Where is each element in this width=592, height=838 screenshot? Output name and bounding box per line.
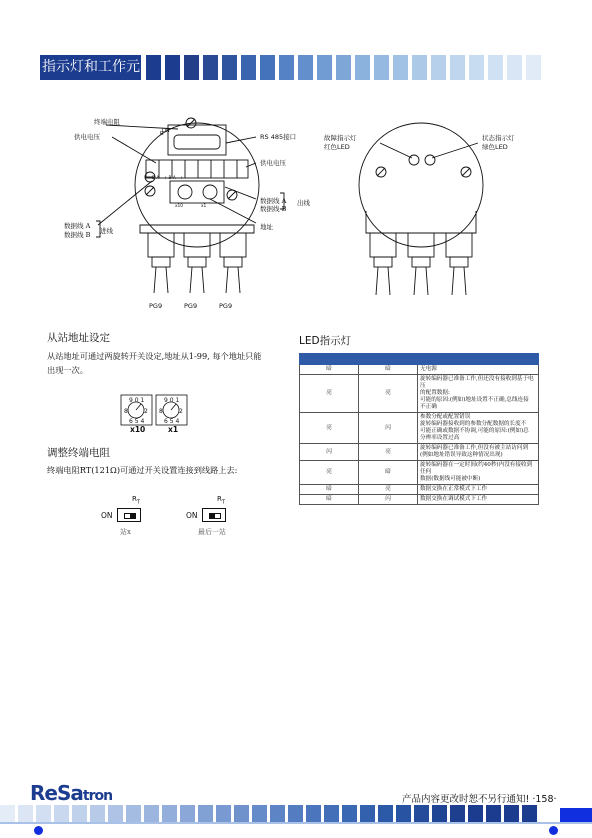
incoming-label: 进线 — [100, 227, 113, 235]
supply-voltage-right-label: 供电电压 — [260, 159, 286, 167]
slave-address-text-2: 出现一次。 — [47, 365, 88, 375]
slave-address-text-1: 从站地址可通过两旋转开关设定,地址从1-99, 每个地址只能 — [47, 351, 262, 361]
pg9-label-1: PG9 — [149, 302, 163, 310]
rt-label-left: $R_T$ — [132, 495, 140, 506]
fault-led-color: 红色LED — [324, 143, 350, 151]
led-status-table — [299, 353, 539, 505]
terminal-labels: B A - + B A - + — [152, 176, 184, 181]
rt-label-right: $R_T$ — [217, 495, 225, 506]
dip-switch-right — [202, 508, 226, 522]
termination-title: 调整终端电阻 — [47, 447, 110, 459]
svg-text:6 5 4: 6 5 4 — [129, 418, 145, 425]
footer-notice: 产品内容更改时恕不另行通知! ·158· — [402, 794, 557, 805]
table-header-row — [300, 354, 539, 365]
led-title: LED指示灯 — [299, 335, 352, 347]
pg9-label-2: PG9 — [184, 302, 198, 310]
data-line-a-out-label: 数据线 A — [260, 197, 287, 205]
status-led-label: 状态指示灯 — [482, 134, 515, 142]
termination-text: 终端电阻RT(121Ω)可通过开关设置连接到线路上去: — [47, 465, 238, 475]
dip-switch-left — [117, 508, 141, 522]
table-row: 亮 亮 旋转编码器已准备工作,但还没有接收到基于电压 的配置数据: 可能的原因:(例如)地址设置不正确,总线连接 不正确 — [300, 375, 539, 413]
svg-text:2: 2 — [144, 408, 148, 415]
table-row: 闪 亮 旋转编码器已准备工作,但没有被主站访问到 (例如地址错误导致这种情况出现) — [300, 444, 539, 461]
encoder-wiring-diagram — [60, 115, 310, 315]
table-row: 暗 闪 数据交换在调试模式下工作 — [300, 495, 539, 505]
outgoing-label: 出线 — [297, 199, 310, 207]
supply-voltage-left-label: 供电电压 — [74, 133, 100, 141]
rotary-switches-illustration — [120, 394, 190, 426]
encoder-led-diagram — [350, 115, 500, 310]
fault-led-label: 故障指示灯 — [324, 134, 357, 142]
rotary-x10-label: x10 — [130, 425, 146, 434]
table-row: 亮 闪 参数分配或配置错误 旋转编码器接收到的参数分配数据的长度不 可能正确或数据不协调,可能的原因:(例如)总 分辨率设置过高 — [300, 413, 539, 444]
term-resistor-label: 终端电阻 — [94, 118, 120, 126]
on-label: ON — [162, 128, 170, 134]
slave-address-title: 从站地址设定 — [47, 332, 110, 344]
data-line-b-out-label: 数据线 B — [260, 205, 287, 213]
svg-text:9 0 1: 9 0 1 — [129, 397, 145, 404]
on-label-right: ON — [186, 511, 198, 520]
section-title: 指示灯和工作元件 — [40, 55, 141, 80]
table-row: 亮 暗 旋转编码器在一定时间(约40秒)内没有接收到任何 数据(数据线可能被中断) — [300, 461, 539, 485]
svg-text:8: 8 — [159, 408, 163, 415]
switch-x1-label: x1 — [201, 204, 207, 209]
pg9-label-3: PG9 — [219, 302, 233, 310]
on-label-left: ON — [101, 511, 113, 520]
address-label: 地址 — [260, 223, 273, 231]
rotary-x1-label: x1 — [168, 425, 179, 434]
last-station-caption: 最后一站 — [198, 528, 226, 536]
svg-text:8: 8 — [124, 408, 128, 415]
svg-text:R: R — [160, 131, 164, 137]
station-x-caption: 站x — [120, 528, 131, 536]
data-line-b-in-label: 数据线 B — [64, 231, 91, 239]
rs485-label: RS 485接口 — [260, 133, 297, 141]
svg-text:6 5 4: 6 5 4 — [164, 418, 180, 425]
table-row: 暗 亮 数据交换在正常模式下工作 — [300, 485, 539, 495]
table-row: 暗 暗 无电源 — [300, 365, 539, 375]
switch-x10-label: x10 — [175, 204, 184, 209]
svg-text:9 0 1: 9 0 1 — [164, 397, 180, 404]
svg-text:2: 2 — [179, 408, 183, 415]
resatron-logo: ReSatron — [30, 781, 113, 805]
status-led-color: 绿色LED — [482, 143, 508, 151]
data-line-a-in-label: 数据线 A — [64, 222, 91, 230]
